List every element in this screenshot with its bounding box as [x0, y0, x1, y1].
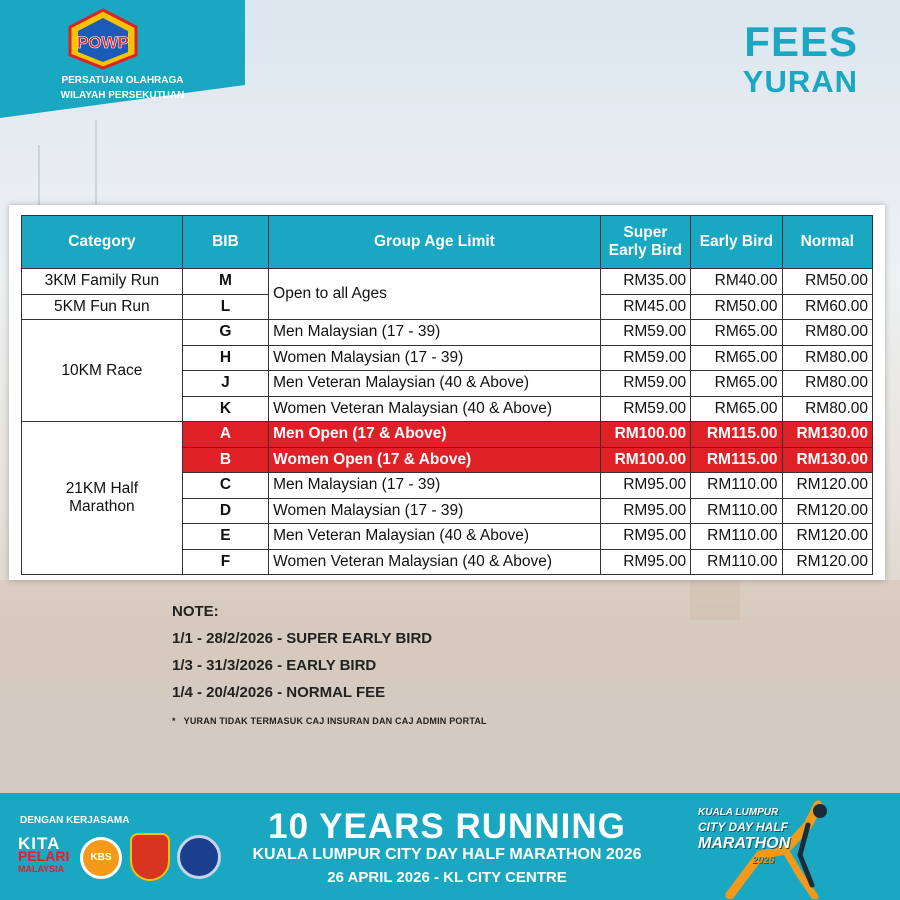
header-normal: Normal — [782, 216, 872, 269]
early-bird-fee: RM110.00 — [691, 524, 782, 550]
category-line2: Marathon — [69, 498, 135, 515]
kita-logo-line1: KITA — [18, 834, 61, 853]
normal-fee: RM120.00 — [782, 473, 872, 499]
race-logo-year: 2026 — [752, 855, 775, 866]
note-title: NOTE: — [172, 603, 219, 620]
early-bird-fee: RM65.00 — [691, 371, 782, 397]
footer-banner — [0, 793, 900, 900]
early-bird-fee: RM65.00 — [691, 345, 782, 371]
kbs-logo-icon — [80, 837, 122, 879]
bib-cell: K — [182, 396, 268, 422]
normal-fee: RM80.00 — [782, 320, 872, 346]
bib-cell: G — [182, 320, 268, 346]
header-seb-line2: Early Bird — [608, 242, 683, 259]
group-cell: Open to all Ages — [269, 269, 601, 320]
early-bird-fee: RM110.00 — [691, 549, 782, 575]
header-early-bird: Early Bird — [691, 216, 782, 269]
kita-pelari-logo — [18, 834, 70, 876]
bib-cell: L — [182, 294, 268, 320]
group-cell: Women Open (17 & Above) — [269, 447, 601, 473]
super-early-bird-fee: RM95.00 — [600, 549, 690, 575]
footer-subtitle: KUALA LUMPUR CITY DAY HALF MARATHON 2026 — [252, 846, 642, 863]
race-logo-line3: MARATHON — [698, 835, 791, 852]
normal-fee: RM50.00 — [782, 269, 872, 295]
heading-fees: FEES — [744, 18, 858, 65]
group-cell: Men Malaysian (17 - 39) — [269, 473, 601, 499]
table-row — [22, 269, 873, 295]
background-crane — [38, 145, 40, 210]
super-early-bird-fee: RM95.00 — [600, 498, 690, 524]
note-line: 1/3 - 31/3/2026 - EARLY BIRD — [172, 657, 377, 674]
table-row — [22, 320, 873, 346]
bib-cell: D — [182, 498, 268, 524]
normal-fee: RM130.00 — [782, 447, 872, 473]
powp-logo-icon — [66, 8, 140, 70]
normal-fee: RM80.00 — [782, 396, 872, 422]
bib-cell: B — [182, 447, 268, 473]
group-cell: Men Veteran Malaysian (40 & Above) — [269, 524, 601, 550]
normal-fee: RM80.00 — [782, 371, 872, 397]
background-crane — [95, 120, 97, 210]
category-cell — [22, 422, 183, 575]
kbs-logo-text: KBS — [90, 852, 112, 863]
org-name-line1: PERSATUAN OLAHRAGA — [61, 75, 184, 86]
category-cell: 5KM Fun Run — [22, 294, 183, 320]
bib-cell: C — [182, 473, 268, 499]
bib-cell: A — [182, 422, 268, 448]
header-category: Category — [22, 216, 183, 269]
normal-fee: RM120.00 — [782, 498, 872, 524]
header-seb-line1: Super — [623, 224, 668, 241]
normal-fee: RM120.00 — [782, 524, 872, 550]
normal-fee: RM60.00 — [782, 294, 872, 320]
bib-cell: H — [182, 345, 268, 371]
note-line: 1/4 - 20/4/2026 - NORMAL FEE — [172, 684, 386, 701]
super-early-bird-fee: RM59.00 — [600, 320, 690, 346]
normal-fee: RM80.00 — [782, 345, 872, 371]
early-bird-fee: RM40.00 — [691, 269, 782, 295]
group-cell: Women Veteran Malaysian (40 & Above) — [269, 396, 601, 422]
group-cell: Men Open (17 & Above) — [269, 422, 601, 448]
early-bird-fee: RM65.00 — [691, 320, 782, 346]
normal-fee: RM120.00 — [782, 549, 872, 575]
early-bird-fee: RM115.00 — [691, 422, 782, 448]
header-group-age-limit: Group Age Limit — [269, 216, 601, 269]
super-early-bird-fee: RM59.00 — [600, 345, 690, 371]
table-row-highlighted — [22, 422, 873, 448]
org-name-line2: WILAYAH PERSEKUTUAN — [60, 90, 185, 101]
group-cell: Women Malaysian (17 - 39) — [269, 498, 601, 524]
header-super-early-bird — [600, 216, 690, 269]
early-bird-fee: RM50.00 — [691, 294, 782, 320]
group-cell: Women Veteran Malaysian (40 & Above) — [269, 549, 601, 575]
super-early-bird-fee: RM100.00 — [600, 422, 690, 448]
super-early-bird-fee: RM59.00 — [600, 371, 690, 397]
dbkl-crest-icon — [130, 833, 170, 881]
partner-label: DENGAN KERJASAMA — [20, 815, 130, 826]
early-bird-fee: RM110.00 — [691, 498, 782, 524]
kita-logo-line3: MALAYSIA — [18, 864, 65, 874]
super-early-bird-fee: RM95.00 — [600, 524, 690, 550]
fee-table-card — [9, 205, 885, 580]
bib-cell: F — [182, 549, 268, 575]
category-cell: 3KM Family Run — [22, 269, 183, 295]
group-cell: Men Malaysian (17 - 39) — [269, 320, 601, 346]
super-early-bird-fee: RM95.00 — [600, 473, 690, 499]
footer-title: 10 YEARS RUNNING — [268, 807, 626, 846]
super-early-bird-fee: RM35.00 — [600, 269, 690, 295]
header-bib: BIB — [182, 216, 268, 269]
note-disclaimer: * YURAN TIDAK TERMASUK CAJ INSURAN DAN CAJ ADMIN PORTAL — [172, 716, 487, 726]
normal-fee: RM130.00 — [782, 422, 872, 448]
bib-cell: E — [182, 524, 268, 550]
kita-logo-line2: PELARI — [18, 848, 70, 864]
category-line1: 21KM Half — [65, 480, 139, 497]
fee-note — [172, 598, 487, 735]
note-line: 1/1 - 28/2/2026 - SUPER EARLY BIRD — [172, 630, 433, 647]
footer-date: 26 APRIL 2026 - KL CITY CENTRE — [327, 869, 567, 886]
race-logo-line2: CITY DAY HALF — [698, 820, 789, 834]
bib-cell: J — [182, 371, 268, 397]
table-header-row — [22, 216, 873, 269]
super-early-bird-fee: RM45.00 — [600, 294, 690, 320]
group-cell: Women Malaysian (17 - 39) — [269, 345, 601, 371]
early-bird-fee: RM65.00 — [691, 396, 782, 422]
early-bird-fee: RM115.00 — [691, 447, 782, 473]
fee-table — [21, 215, 873, 575]
category-cell: 10KM Race — [22, 320, 183, 422]
page-heading — [743, 20, 858, 100]
heading-yuran: YURAN — [742, 64, 858, 99]
super-early-bird-fee: RM59.00 — [600, 396, 690, 422]
bib-cell: M — [182, 269, 268, 295]
race-logo — [690, 795, 840, 899]
group-cell: Men Veteran Malaysian (40 & Above) — [269, 371, 601, 397]
race-logo-line1: KUALA LUMPUR — [698, 807, 779, 818]
early-bird-fee: RM110.00 — [691, 473, 782, 499]
powp-logo-text: POWP — [77, 33, 129, 52]
super-early-bird-fee: RM100.00 — [600, 447, 690, 473]
